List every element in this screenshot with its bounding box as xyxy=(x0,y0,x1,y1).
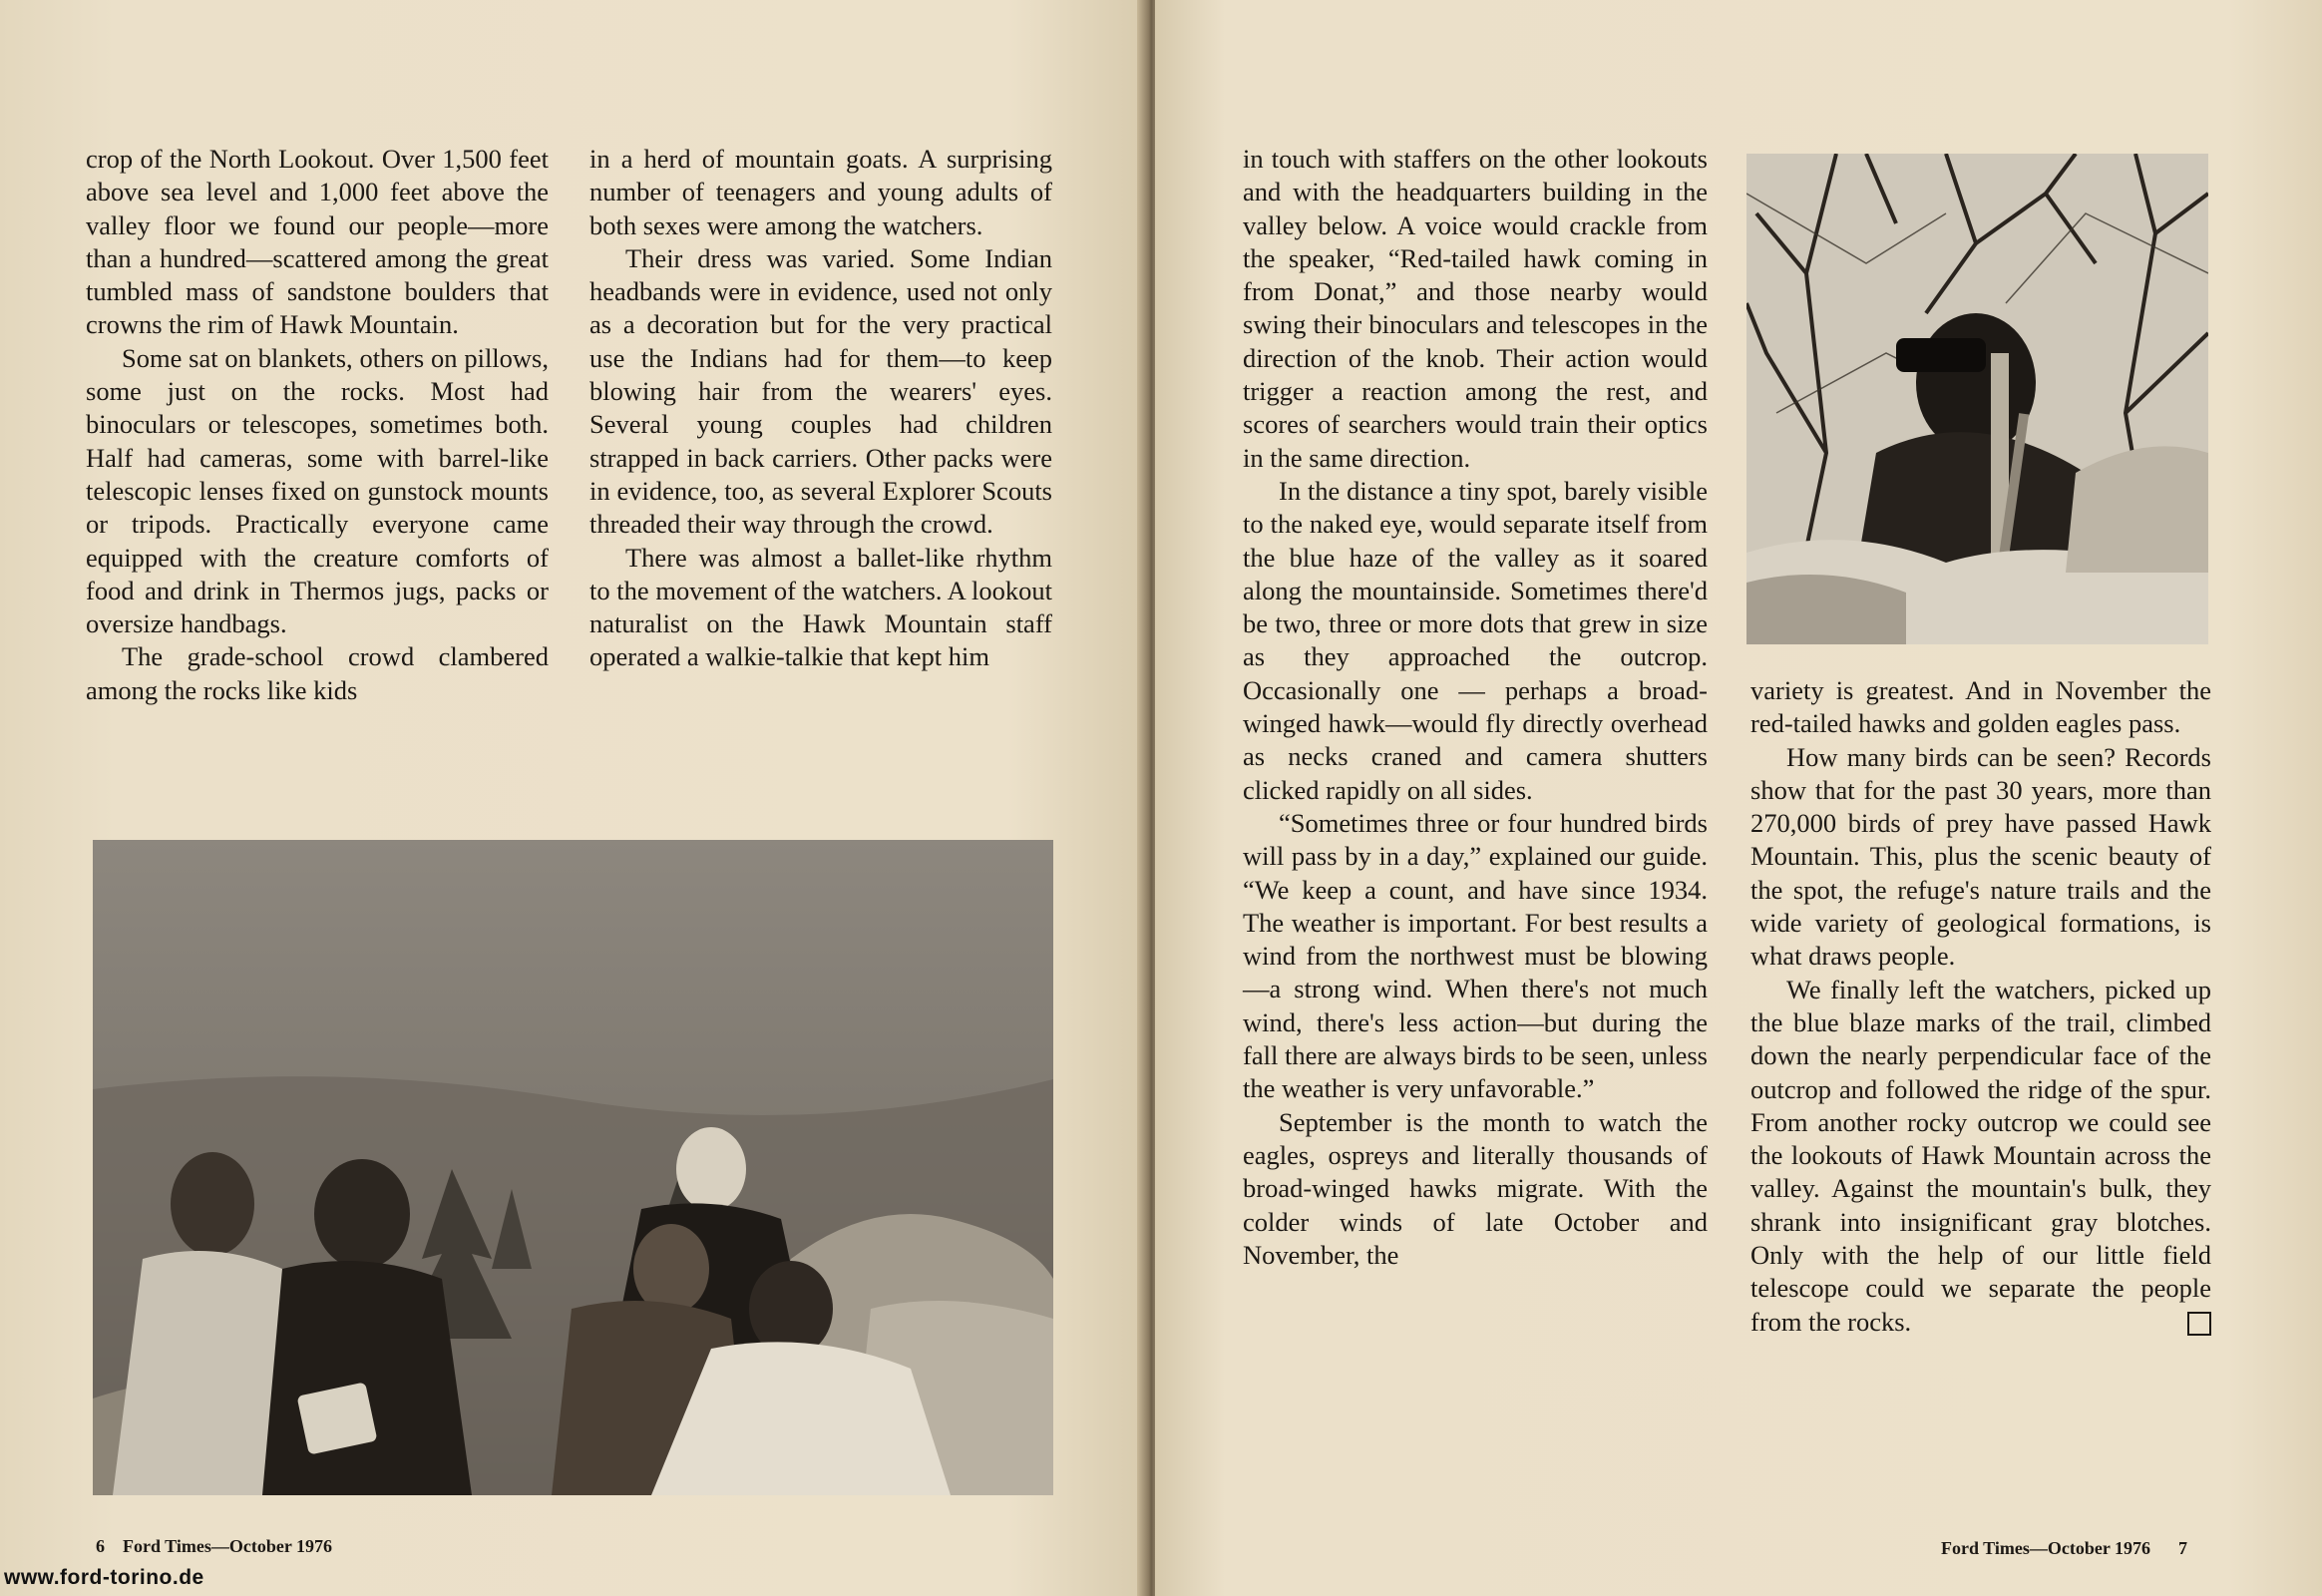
paragraph: In the distance a tiny spot, barely visible to the naked eye, would separate itself from the blue haze of the valley as it soared along the mountainside. Sometimes there'd be two, three or more dots that grew in size as they approached the outcrop. Occasionally one — perhaps a broad-winged hawk—would fly directly overhead as necks craned and camera shutters clicked rapidly on all sides. xyxy=(1243,475,1708,805)
left-page xyxy=(0,0,1145,1596)
website-watermark: www.ford-torino.de xyxy=(4,1566,204,1589)
publication-line: Ford Times—October 1976 xyxy=(123,1536,332,1556)
paragraph: The grade-school crowd clambered among the rocks like kids xyxy=(86,641,549,705)
paragraph: How many birds can be seen? Records show that for the past 30 years, more than 270,000 birds of prey have passed Hawk Mountain. This, plus the scenic beauty of the spot, the refuge's nature trails and the wide variety of geological formations, is what draws people. xyxy=(1750,741,2211,972)
page-folio-right xyxy=(1941,1538,2205,1559)
paragraph: variety is greatest. And in November the red-tailed hawks and golden eagles pass. xyxy=(1750,675,2211,739)
photo-man-with-binoculars xyxy=(1746,154,2208,644)
paragraph: in touch with staffers on the other lookouts and with the headquarters building in the valley below. A voice would crackle from the speaker, “Red-tailed hawk coming in from Donat,” and those nearby would swing their binoculars and telescopes in the direction of the knob. Their action would trigger a reaction among the rest, and scores of searchers would train their optics in the same direction. xyxy=(1243,144,1708,473)
publication-line: Ford Times—October 1976 xyxy=(1941,1538,2150,1558)
left-column-1 xyxy=(86,143,549,707)
left-column-2 xyxy=(589,143,1052,674)
paragraph: Some sat on blankets, others on pillows, some just on the rocks. Most had binoculars or telescopes, sometimes both. Half had cameras, some with barrel-like telescopic lenses fixed on gunstock mounts or tripods. Practically everyone came equipped with the creature comforts of food and drink in Thermos jugs, packs or oversize handbags. xyxy=(86,342,549,639)
right-page xyxy=(1155,0,2322,1596)
end-of-article-mark xyxy=(2187,1312,2211,1336)
right-column-1 xyxy=(1243,143,1708,1272)
paragraph: “Sometimes three or four hundred birds will pass by in a day,” explained our guide. “We keep a count, and have since 1934. The weather is important. For best results a wind from the northwest must be blowing—a strong wind. When there's not much wind, there's less action—but during the fall there are always birds to be seen, unless the weather is very unfavorable.” xyxy=(1243,807,1708,1104)
paragraph: September is the month to watch the eagles, ospreys and literally thousands of broad-winged hawks migrate. With the colder winds of late October and November, the xyxy=(1243,1106,1708,1270)
paragraph xyxy=(1750,974,2211,1339)
page-number: 6 xyxy=(96,1536,105,1556)
paragraph: Their dress was varied. Some Indian headbands were in evidence, used not only as a decoration but for the very practical use the Indians had for them—to keep blowing hair from the wearers' eyes. Several young couples had children strapped in back carriers. Other packs were in evidence, too, as several Explorer Scouts threaded their way through the crowd. xyxy=(589,242,1052,540)
page-folio-left xyxy=(96,1536,332,1557)
paragraph: There was almost a ballet-like rhythm to the movement of the watchers. A lookout naturalist on the Hawk Mountain staff operated a walkie-talkie that kept him xyxy=(589,542,1052,672)
right-column-2 xyxy=(1750,674,2211,1339)
final-paragraph-text: We finally left the watchers, picked up the blue blaze marks of the trail, climbed down the nearly perpendicular face of the outcrop and followed the ridge of the spur. From another rocky outcrop we could see the lookouts of Hawk Mountain across the valley. Against the mountain's bulk, they shrank into insignificant gray blotches. Only with the help of our little field telescope could we separate the people from the rocks. xyxy=(1750,974,2211,1337)
paragraph: in a herd of mountain goats. A surprising number of teenagers and young adults of both sexes were among the watchers. xyxy=(589,144,1052,240)
page-number: 7 xyxy=(2178,1538,2187,1558)
photo-hawk-watchers-on-rocks xyxy=(93,840,1053,1495)
paragraph: crop of the North Lookout. Over 1,500 feet above sea level and 1,000 feet above the valley floor we found our people—more than a hundred—scattered among the great tumbled mass of sandstone boulders that crowns the rim of Hawk Mountain. xyxy=(86,144,549,340)
